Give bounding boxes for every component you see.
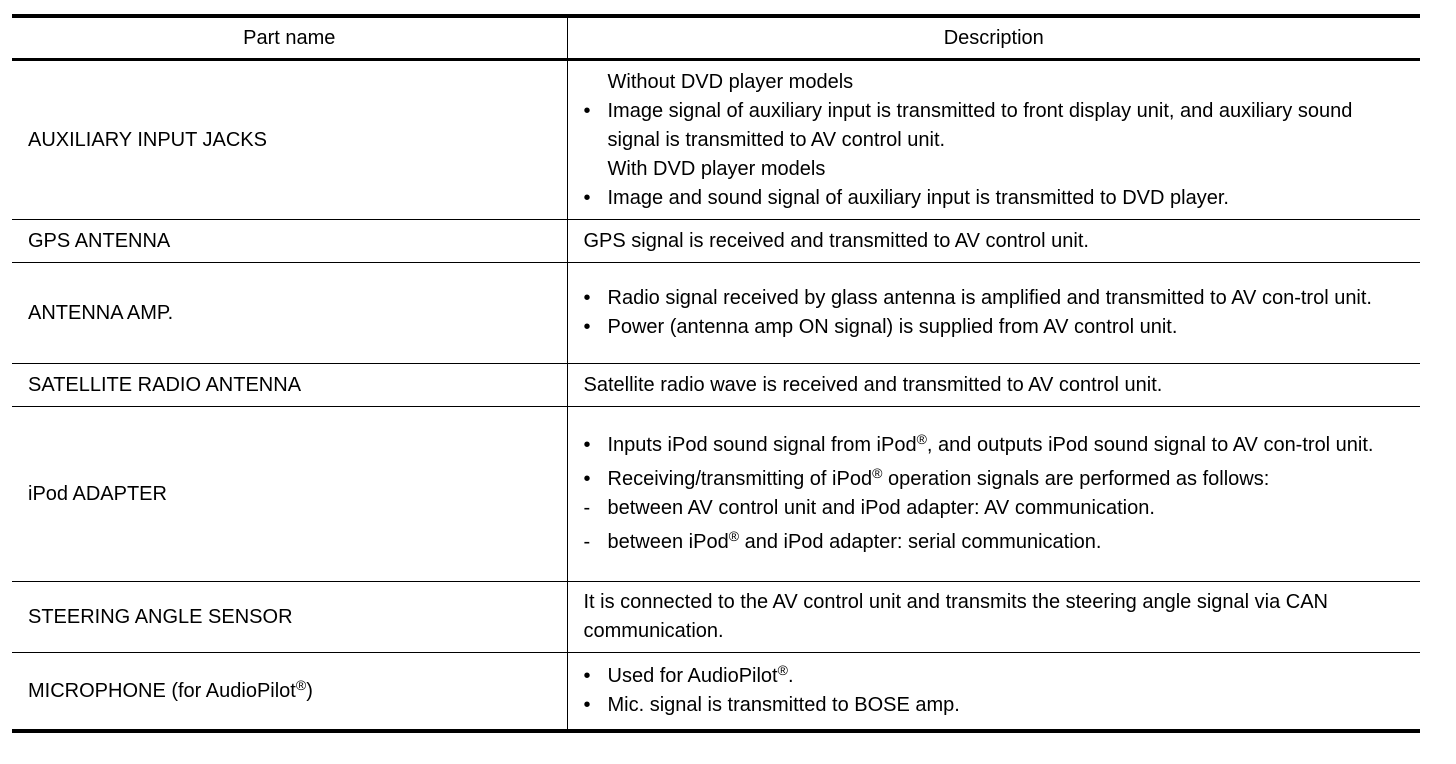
bullet-marker: • [583,99,591,122]
part-name-cell: AUXILIARY INPUT JACKS [12,60,567,220]
bullet-marker: • [583,694,591,716]
line-text-part: Used for AudioPilot [607,665,778,687]
part-name-cell [12,653,567,732]
table-row [12,364,1420,407]
description-cell [567,263,1420,364]
description-cell: Satellite radio wave is received and transmitted to AV control unit. [567,364,1420,407]
dash-marker: - [583,497,591,519]
line-text-part: , and outputs iPod sound signal to AV con-trol unit. [926,434,1374,456]
description-line [584,184,1411,213]
description-line [584,465,1411,494]
line-text: Radio signal received by glass antenna is amplified and transmitted to AV con-trol unit. [607,287,1372,309]
part-name-cell: STEERING ANGLE SENSOR [12,582,567,653]
registered-mark: ® [728,528,740,544]
table-row [12,60,1420,220]
table-header-row [12,16,1420,60]
line-text-part: Receiving/transmitting of iPod [607,468,873,490]
line-text: Image signal of auxiliary input is transmitted to front display unit, and auxiliary sound signal is transmitted to AV control unit. [607,99,1353,151]
line-text-part: and iPod adapter: serial communication. [739,531,1102,553]
description-line [584,97,1411,155]
description-cell: It is connected to the AV control unit and transmits the steering angle signal via CAN communication. [567,582,1420,653]
table-row [12,582,1420,653]
line-text: between AV control unit and iPod adapter: AV communication. [607,497,1155,519]
table-row [12,263,1420,364]
parts-description-table [12,14,1420,733]
bullet-marker: • [583,316,591,338]
description-cell: GPS signal is received and transmitted to AV control unit. [567,220,1420,263]
line-text: Image and sound signal of auxiliary input is transmitted to DVD player. [607,186,1229,209]
registered-mark: ® [777,662,788,678]
description-line [584,155,1411,184]
part-name-cell: iPod ADAPTER [12,407,567,582]
bullet-marker: • [583,287,591,309]
line-text: With DVD player models [607,157,826,180]
table-row [12,407,1420,582]
description-cell [567,60,1420,220]
description-line [584,662,1411,691]
description-line [584,284,1411,313]
bullet-marker: • [583,186,591,209]
line-text-part: . [787,665,794,687]
line-text: Power (antenna amp ON signal) is supplied from AV control unit. [607,316,1178,338]
part-name-text: MICROPHONE (for AudioPilot [28,679,296,702]
dash-marker: - [583,531,591,553]
line-text-part: between iPod [607,531,729,553]
bullet-marker: • [583,665,591,687]
part-name-text: ) [306,679,313,702]
description-cell [567,653,1420,732]
table-row [12,220,1420,263]
part-name-cell: GPS ANTENNA [12,220,567,263]
bullet-marker: • [583,468,591,490]
line-text-part: operation signals are performed as follows: [882,468,1270,490]
description-line [584,494,1411,523]
description-line [584,313,1411,342]
part-name-cell: ANTENNA AMP. [12,263,567,364]
description-line [584,691,1411,720]
registered-mark: ® [872,465,883,481]
table-row [12,653,1420,732]
description-cell [567,407,1420,582]
description-line [584,431,1411,460]
description-line [584,68,1411,97]
registered-mark: ® [916,431,927,447]
line-text: Without DVD player models [607,70,854,93]
line-text-part: Inputs iPod sound signal from iPod [607,434,917,456]
line-text: Mic. signal is transmitted to BOSE amp. [607,694,960,716]
registered-mark: ® [295,676,307,693]
part-name-cell: SATELLITE RADIO ANTENNA [12,364,567,407]
bullet-marker: • [583,434,591,456]
column-header-part-name: Part name [12,16,567,60]
column-header-description: Description [567,16,1420,60]
description-line [584,528,1411,557]
